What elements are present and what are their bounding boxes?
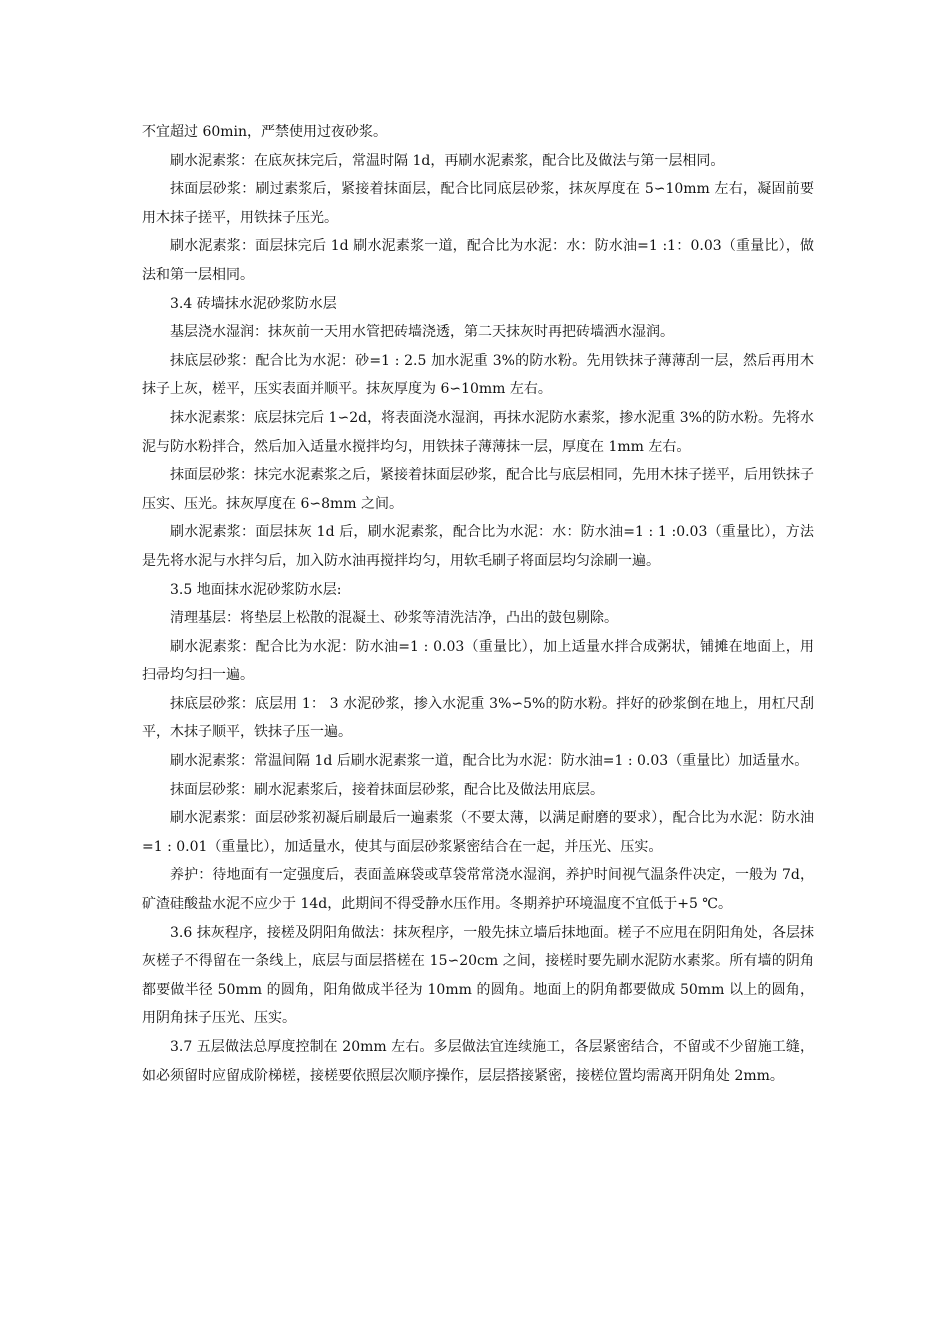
paragraph: 基层浇水湿润：抹灰前一天用水管把砖墙浇透，第二天抹灰时再把砖墙洒水湿润。 [170,324,674,341]
paragraph: 抹底层砂浆：底层用 1： 3 水泥砂浆，掺入水泥重 3%∽5%的防水粉。拌好的砂浆倒在地上，用杠尺刮平，木抹子顺平，铁抹子压一遍。 [142,695,814,741]
section-heading: 3.4 砖墙抹水泥砂浆防水层 [170,295,337,312]
paragraph: 抹面层砂浆：抹完水泥素浆之后，紧接着抹面层砂浆，配合比与底层相同，先用木抹子搓平，后用铁抹子压实、压光。抹灰厚度在 6∽8mm 之间。 [142,467,814,512]
paragraph: 刷水泥素浆：面层抹灰 1d 后，刷水泥素浆，配合比为水泥：水：防水油=1 : 1 :0.03（重量比），方法是先将水泥与水拌匀后，加入防水油再搅拌均匀，用软毛刷子将面层均匀涂刷一遍。 [142,524,814,569]
paragraph: 刷水泥素浆：面层砂浆初凝后刷最后一遍素浆（不要太薄，以满足耐磨的要求），配合比为水泥：防水油=1 : 0.01（重量比），加适量水，使其与面层砂浆紧密结合在一起，并压光、压实。 [142,810,814,855]
paragraph: 3.6 抹灰程序，接槎及阴阳角做法：抹灰程序，一般先抹立墙后抹地面。槎子不应甩在阴阳角处，各层抹灰槎子不得留在一条线上，底层与面层搭槎在 15∽20cm 之间，接槎时要先刷水泥防水素浆。所有墙的阴角都要做半径 50mm 的圆角，阳角做成半径为 10mm 的圆角。地面上的阴角都要做成 50mm 以上的圆角，用阴角抹子压光、压实。 [142,924,814,1027]
paragraph: 养护：待地面有一定强度后，表面盖麻袋或草袋常常浇水湿润，养护时间视气温条件决定，一般为 7d，矿渣硅酸盐水泥不应少于 14d，此期间不得受静水压作用。冬期养护环境温度不宜低于+5 ℃。 [142,867,814,913]
paragraph: 刷水泥素浆：在底灰抹完后，常温时隔 1d，再刷水泥素浆，配合比及做法与第一层相同。 [170,152,725,169]
document-body [142,118,814,1090]
paragraph: 刷水泥素浆：面层抹完后 1d 刷水泥素浆一道，配合比为水泥：水：防水油=1 :1：0.03（重量比），做法和第一层相同。 [142,238,814,283]
paragraph: 抹面层砂浆：刷水泥素浆后，接着抹面层砂浆，配合比及做法用底层。 [170,781,604,798]
paragraph: 不宜超过 60min，严禁使用过夜砂浆。 [142,124,388,140]
paragraph: 刷水泥素浆：配合比为水泥：防水油=1 : 0.03（重量比），加上适量水拌合成粥状，铺摊在地面上，用扫帚均匀扫一遍。 [142,638,814,684]
paragraph: 抹水泥素浆：底层抹完后 1∽2d，将表面浇水湿润，再抹水泥防水素浆，掺水泥重 3%的防水粉。先将水泥与防水粉拌合，然后加入适量水搅拌均匀，用铁抹子薄薄抹一层，厚度在 1mm 左右。 [142,409,814,455]
paragraph: 3.7 五层做法总厚度控制在 20mm 左右。多层做法宜连续施工，各层紧密结合，不留或不少留施工缝，如必须留时应留成阶梯槎，接槎要依照层次顺序操作，层层搭接紧密，接槎位置均需离开阴角处 2mm。 [142,1039,814,1084]
section-heading: 3.5 地面抹水泥砂浆防水层: [170,581,342,598]
paragraph: 抹面层砂浆：刷过素浆后，紧接着抹面层，配合比同底层砂浆，抹灰厚度在 5∽10mm 左右，凝固前要用木抹子搓平，用铁抹子压光。 [142,181,814,226]
paragraph: 抹底层砂浆：配合比为水泥：砂=1 : 2.5 加水泥重 3%的防水粉。先用铁抹子薄薄刮一层，然后再用木抹子上灰，槎平，压实表面并顺平。抹灰厚度为 6∽10mm 左右。 [142,352,814,398]
paragraph: 清理基层：将垫层上松散的混凝土、砂浆等清洗洁净，凸出的鼓包剔除。 [170,610,618,627]
paragraph: 刷水泥素浆：常温间隔 1d 后刷水泥素浆一道，配合比为水泥：防水油=1 : 0.03（重量比）加适量水。 [170,753,809,770]
